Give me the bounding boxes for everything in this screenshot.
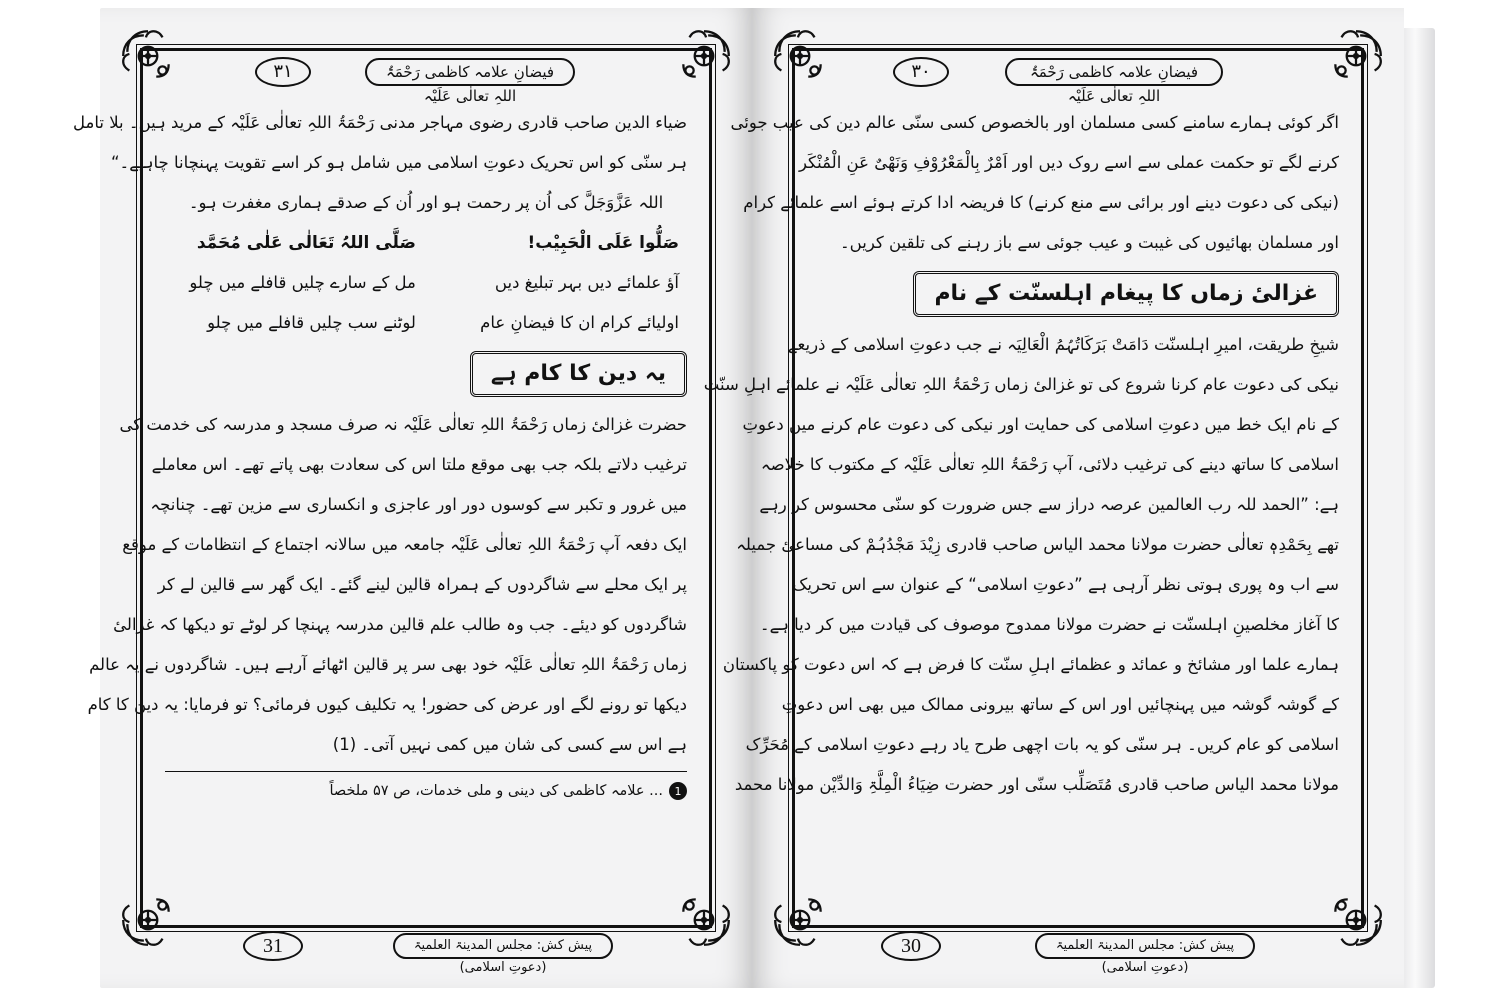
text-line: اسلامی کو عام کریں۔ ہر سنّی کو یہ بات اچھی طرح یاد رہے دعوتِ اسلامی کے مُحَرِّک	[745, 735, 1339, 754]
text-line: دیکھا تو رونے لگے اور عرض کی حضور! یہ تکلیف کیوں فرمائی؟ تو فرمایا: یہ دین کا کام	[87, 695, 687, 714]
text-line: اور مسلمان بھائیوں کی غیبت و عیب جوئی سے باز رہنے کی تلقین کریں۔	[840, 233, 1339, 252]
footnote-text: ... علامہ کاظمی کی دینی و ملی خدمات، ص ۵۷ ملخصاً	[329, 783, 663, 799]
section-heading-wrap	[165, 343, 687, 405]
salutation: صَلُّوا عَلَی الْحَبِیْب!	[527, 233, 679, 253]
section-heading: غزالیٔ زماں کا پیغام اہلسنّت کے نام	[913, 271, 1339, 317]
page-number-top: ۳۰	[893, 57, 949, 87]
left-page	[73, 8, 752, 988]
section-heading: یہ دین کا کام ہے	[470, 351, 687, 397]
poem-verse: اولیائے کرام ان کا فیضانِ عام	[480, 313, 679, 332]
text-line: سے اب وہ پوری ہوتی نظر آرہی ہے ”دعوتِ اسلامی“ کے عنوان سے اس تحریک	[792, 575, 1339, 594]
poem-left-column	[173, 223, 416, 343]
poem-verse: مل کے سارے چلیں قافلے میں چلو	[189, 273, 416, 292]
page-body	[73, 103, 687, 806]
page-border-frame	[73, 48, 712, 975]
text-line: زماں رَحْمَۃُ اللہِ تعالٰی عَلَیْہ خود بھی سر پر قالین اٹھائے آرہے ہیں۔ شاگردوں نے یہ عالم	[89, 655, 687, 674]
text-line: کے گوشہ گوشہ میں پہنچائیں اور اس کے ساتھ بیرونی ممالک میں بھی اس دعوتِ	[781, 695, 1339, 714]
page-body	[703, 103, 1339, 805]
footnote	[165, 776, 687, 806]
text-line: پر ایک محلے سے شاگردوں کے ہمراہ قالین لینے گئے۔ ایک گھر سے قالین لے کر	[157, 575, 687, 594]
page-stack-edge	[1402, 28, 1435, 988]
page-number-bottom: 31	[243, 931, 303, 961]
publisher-footer: پیش کش: مجلس المدینۃ العلمیۃ (دعوتِ اسلامی)	[1035, 933, 1255, 959]
text-line: ضیاء الدین صاحب قادری رضوی مہاجر مدنی رَحْمَۃُ اللہِ تعالٰی عَلَیْہ کے مرید ہیں۔ بلا تامل	[73, 113, 687, 132]
text-line: (نیکی کی دعوت دینے اور برائی سے منع کرنے) کا فریضہ ادا کرتے ہوئے اسے علمائے کرام	[743, 193, 1339, 212]
right-page	[703, 8, 1404, 988]
text-line: مولانا محمد الیاس صاحب قادری مُتَصَلِّب سنّی اور حضرت ضِیَاءُ الْمِلَّۃِ وَالدِّیْن مولانا محمد	[734, 775, 1339, 794]
text-line: کرنے لگے تو حکمت عملی سے اسے روک دیں اور اَمْرٌ بِالْمَعْرُوْفِ وَنَھْیٌ عَنِ الْمُنْکَر	[798, 153, 1339, 172]
text-line: ترغیب دلاتے بلکہ جب بھی موقع ملتا اس کی سعادت بھی پاتے تھے۔ اس معاملے	[151, 455, 687, 474]
text-line: اگر کوئی ہمارے سامنے کسی مسلمان اور بالخصوص کسی سنّی عالم دین کی عیب جوئی	[730, 113, 1339, 132]
dua-line: اللہ عَزَّوَجَلَّ کی اُن پر رحمت ہو اور اُن کے صدقے ہماری مغفرت ہو۔	[188, 193, 664, 212]
text-line: ہمارے علما اور مشائخ و عمائد و عظمائے اہلِ سنّت کا فرض ہے کہ اس دعوت کو پاکستان	[722, 655, 1339, 674]
text-line: ہر سنّی کو اس تحریک دعوتِ اسلامی میں شامل ہو کر اسے تقویت پہنچانا چاہیے۔“	[110, 153, 687, 172]
text-line: حضرت غزالیٔ زماں رَحْمَۃُ اللہِ تعالٰی عَلَیْہ نہ صرف مسجد و مدرسہ کی خدمت کی	[119, 415, 687, 434]
poem-verse: آؤ علمائے دیں بہر تبلیغ دیں	[494, 273, 679, 292]
text-line: ہے: ”الحمد للہ رب العالمین عرصہ دراز سے جس ضرورت کو سنّی محسوس کر رہے	[759, 495, 1339, 514]
page-header	[795, 54, 1361, 105]
page-number-top: ۳۱	[255, 57, 311, 87]
page-footer	[143, 929, 709, 975]
text-line: میں غرور و تکبر سے کوسوں دور اور عاجزی و انکساری سے مزین تھے۔ چنانچہ	[150, 495, 687, 514]
salutation-response: صَلَّی اللہُ تَعَالٰی عَلٰی مُحَمَّد	[196, 233, 416, 253]
footnote-divider	[165, 771, 687, 772]
text-line: کے نام ایک خط میں دعوتِ اسلامی کی حمایت اور نیکی کی دعوت عام کرنے میں دعوتِ	[742, 415, 1339, 434]
running-header-title: فیضانِ علامہ کاظمی رَحْمَۃُ اللہِ تعالٰی عَلَیْہ	[365, 58, 575, 86]
poem-block	[165, 223, 687, 343]
open-booklet	[73, 8, 1435, 988]
page-footer	[795, 929, 1361, 975]
text-line: نیکی کی دعوت عام کرنا شروع کی تو غزالیٔ زماں رَحْمَۃُ اللہِ تعالٰی عَلَیْہ نے علمائے اہلِ سنّت	[703, 375, 1339, 394]
text-line: تھے بِحَمْدِہٖ تعالٰی حضرت مولانا محمد الیاس صاحب قادری زِیْدَ مَجْدُہُمْ کی مساعیٔ جمیلہ	[736, 535, 1339, 554]
poem-verse: لوٹنے سب چلیں قافلے میں چلو	[207, 313, 416, 332]
publisher-footer: پیش کش: مجلس المدینۃ العلمیۃ (دعوتِ اسلامی)	[393, 933, 613, 959]
running-header-title: فیضانِ علامہ کاظمی رَحْمَۃُ اللہِ تعالٰی عَلَیْہ	[1005, 58, 1223, 86]
text-line: اسلامی کا ساتھ دینے کی ترغیب دلائی، آپ رَحْمَۃُ اللہِ تعالٰی عَلَیْہ کے مکتوب کا خلاصہ	[760, 455, 1339, 474]
text-line: ایک دفعہ آپ رَحْمَۃُ اللہِ تعالٰی عَلَیْہ جامعہ میں سالانہ اجتماع کے انتظامات کے موقع	[122, 535, 687, 554]
page-number-bottom: 30	[881, 931, 941, 961]
text-line: کا آغاز مخلصینِ اہلسنّت نے حضرت مولانا ممدوح موصوف کی قیادت میں کر دیا ہے۔	[759, 615, 1339, 634]
text-line: ہے اس سے کسی کی شان میں کمی نہیں آتی۔ (1)	[332, 735, 687, 754]
poem-right-column	[436, 223, 679, 343]
page-border-frame	[703, 48, 1364, 975]
footnote-marker: 1	[669, 782, 687, 800]
page-header	[143, 54, 709, 105]
text-line: شیخِ طریقت، امیرِ اہلسنّت دَامَتْ بَرَکَاتُہُمُ الْعَالِیَہ نے جب دعوتِ اسلامی کے ذریعے	[787, 335, 1339, 354]
section-heading-wrap	[817, 263, 1339, 325]
text-line: شاگردوں کو دیئے۔ جب وہ طالب علم قالین مدرسہ پہنچا کر لوٹے تو دیکھا کہ غزالیٔ	[113, 615, 687, 634]
